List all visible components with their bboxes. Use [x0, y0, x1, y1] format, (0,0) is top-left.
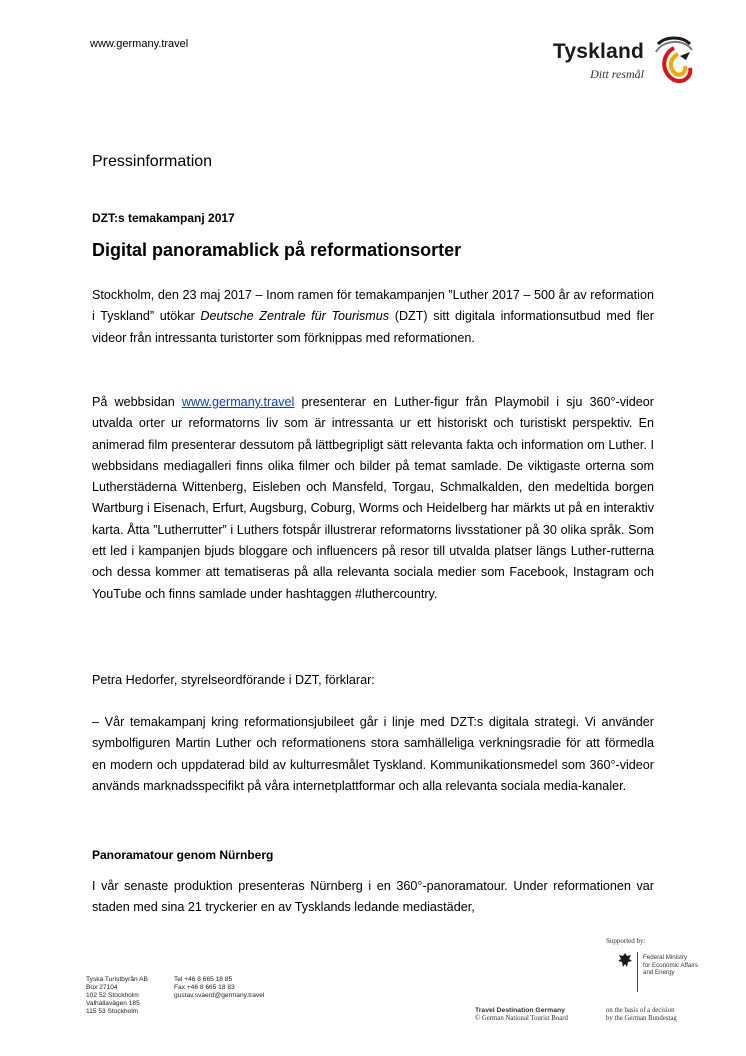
paragraph-website: [92, 392, 654, 605]
basis-line-2: by the German Bundestag: [606, 1015, 677, 1023]
intro-text-end: (DZT) sitt digitala informationsutbud med fler videor från intressanta turistorter som förknippas med reformationen.: [92, 309, 654, 345]
basis-line-1: on the basis of a decision: [606, 1007, 675, 1014]
paragraph-quote: – Vår temakampanj kring reformationsjubileet går i linje med DZT:s digitala strategi. Vi använder symbolfiguren Martin Luther och reformationens stora samhälleliga verkningsradie för att förmedla en modern och uppdaterad bild av kulturresmålet Tyskland. Kommunikationsmedel som 360°-videor används marknadsspecifikt på våra internetplattformar och alla relevanta sociala media-kanaler.: [92, 715, 654, 793]
address-line: 115 53 Stockholm: [86, 1008, 139, 1015]
document-type: Pressinformation: [92, 153, 213, 170]
supported-by-label: Supported by:: [606, 937, 646, 945]
paragraph-quote-intro: Petra Hedorfer, styrelseordförande i DZT, förklarar:: [92, 673, 375, 687]
contact-phone: Tel +46 8 665 18 85: [174, 976, 233, 983]
swirl-logo-icon: [652, 34, 696, 86]
germany-travel-link[interactable]: www.germany.travel: [181, 395, 295, 409]
address-line: 102 52 Stockholm: [86, 992, 139, 999]
ministry-name: [643, 954, 698, 977]
travel-destination-germany: [475, 1007, 568, 1023]
bundestag-basis: [606, 1007, 677, 1023]
ministry-line-1: Federal Ministry: [643, 954, 688, 961]
website-text-end: presenterar en Luther-figur från Playmobil i sju 360°-videor utvalda orter ur reformatorns liv som är intressanta ur ett historiskt och turistiskt perspektiv. En animerad film presenterar dessutom på lättbegripligt sätt relevanta fakta och information om Luther. I webbsidans mediagalleri finns olika filmer och bilder på temat samlade. De viktigaste orterna som Lutherstäderna Wittenberg, Eisleben och Mansfeld, Torgau, Schmalkalden, den medeltida borgen Wartburg i Eisenach, Erfurt, Augsburg, Coburg, Worms och Heidelberg har märkts ut på en interaktiv karta. Åtta ”Lutherrutter” i Luthers fotspår illustrerar reformatorns livsstationer på 30 olika språk. Som ett led i kampanjen bjuds bloggare och influencers på resor till utvalda platser längs Luther-rutterna och dessa kommer att tematiseras på alla relevanta sociala medier som Facebook, Instagram och YouTube och finns samlade under hashtaggen #luthercountry.: [92, 395, 654, 601]
tyskland-logo: [548, 34, 718, 86]
headline: Digital panoramablick på reformationsorter: [92, 240, 462, 260]
ministry-flag-bar: [637, 952, 638, 992]
paragraph-nurnberg: I vår senaste produktion presenteras Nürnberg i en 360°-panoramatour. Under reformationen var staden med sina 21 tryckerier en av Tysklands ledande mediastäder,: [92, 879, 654, 915]
federal-eagle-icon: [617, 952, 633, 968]
contact-email[interactable]: gustav.svaerd@germany.travel: [174, 992, 265, 999]
address-line: Valhallavägen 185: [86, 1000, 140, 1007]
paragraph-intro: [92, 285, 654, 349]
logo-name: Tyskland: [552, 40, 644, 63]
website-text: På webbsidan: [92, 395, 182, 409]
address-line: Box 27104: [86, 984, 118, 991]
footer-address: [86, 976, 148, 1016]
ministry-line-2: for Economic Affairs: [643, 961, 698, 969]
site-url[interactable]: www.germany.travel: [90, 38, 189, 50]
tdg-title: Travel Destination Germany: [475, 1007, 565, 1014]
intro-text: Stockholm, den 23 maj 2017 – Inom ramen för temakampanjen ”Luther 2017 – 500 år av reformation i Tyskland” utökar: [92, 288, 654, 324]
ministry-line-3: and Energy: [643, 969, 675, 977]
address-line: Tyska Turistbyrån AB: [86, 976, 148, 983]
kicker: DZT:s temakampanj 2017: [92, 211, 235, 225]
subheading: Panoramatour genom Nürnberg: [92, 848, 274, 862]
contact-fax: Fax +46 8 665 18 83: [174, 984, 235, 991]
logo-tagline: Ditt resmål: [590, 67, 644, 81]
dzt-name: Deutsche Zentrale für Tourismus: [200, 309, 390, 324]
footer-contact: [174, 976, 264, 1000]
tdg-subtitle: © German National Tourist Board: [475, 1015, 568, 1023]
